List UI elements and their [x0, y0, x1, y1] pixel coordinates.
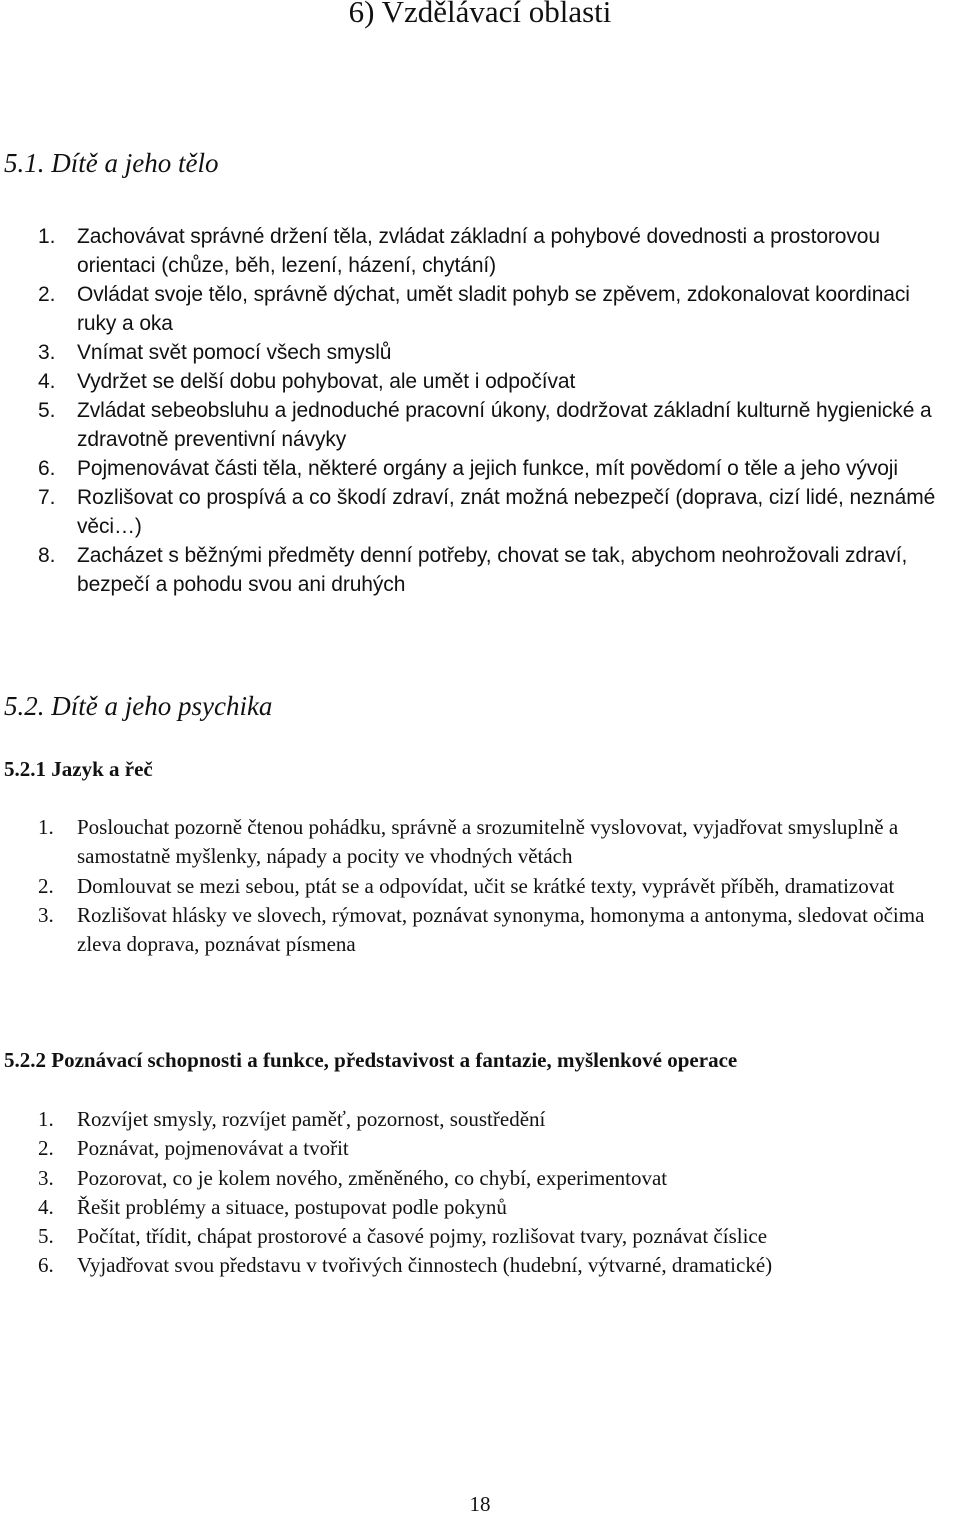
list-item — [0, 901, 960, 960]
list-item-text: Zvládat sebeobsluhu a jednoduché pracovní úkony, dodržovat základní kulturně hygienické a zdravotně preventivní návyky — [77, 399, 932, 451]
list-item — [0, 367, 960, 396]
list-item — [0, 541, 960, 599]
list-item — [0, 280, 960, 338]
page-number: 18 — [469, 1492, 491, 1516]
list-item-number: 5. — [38, 399, 56, 422]
list-item — [0, 1105, 960, 1134]
list-item-text: Rozlišovat co prospívá a co škodí zdraví, znát možná nebezpečí (doprava, cizí lidé, neznámé věci…) — [77, 486, 936, 538]
list-5-1 — [0, 222, 960, 599]
list-item-text: Vydržet se delší dobu pohybovat, ale umět i odpočívat — [77, 370, 576, 393]
list-item-text: Poslouchat pozorně čtenou pohádku, správně a srozumitelně vyslovovat, vyjadřovat smysluplně a samostatně myšlenky, nápady a pocity ve vhodných větách — [77, 815, 899, 869]
list-item-number: 3. — [38, 902, 54, 927]
list-item-text: Rozvíjet smysly, rozvíjet paměť, pozornost, soustředění — [77, 1107, 546, 1131]
list-item — [0, 1164, 960, 1193]
list-item-text: Vyjadřovat svou představu v tvořivých činnostech (hudební, výtvarné, dramatické) — [77, 1253, 773, 1278]
list-item-text: Ovládat svoje tělo, správně dýchat, umět sladit pohyb se zpěvem, zdokonalovat koordinaci ruky a oka — [77, 283, 910, 335]
list-item-number: 1. — [38, 225, 56, 248]
list-item-number: 2. — [38, 873, 54, 898]
list-item-text: Domlouvat se mezi sebou, ptát se a odpovídat, učit se krátké texty, vyprávět příběh, dramatizovat — [77, 873, 895, 898]
list-item — [0, 338, 960, 367]
list-item-number: 6. — [38, 457, 56, 480]
list-item-number: 6. — [38, 1253, 54, 1278]
list-item — [0, 813, 960, 872]
list-item-text: Poznávat, pojmenovávat a tvořit — [77, 1136, 349, 1161]
list-item — [0, 1222, 960, 1251]
list-item-text: Vnímat svět pomocí všech smyslů — [77, 341, 392, 364]
list-item-number: 5. — [38, 1224, 54, 1249]
list-5-2-2 — [0, 1105, 960, 1281]
list-item-number: 3. — [38, 341, 56, 364]
section-heading-5-2-1: 5.2.1 Jazyk a řeč — [4, 757, 153, 781]
list-item — [0, 222, 960, 280]
list-item-text: Pojmenovávat části těla, některé orgány a jejich funkce, mít povědomí o těle a jeho vývoji — [77, 457, 898, 480]
list-item — [0, 454, 960, 483]
list-item-number: 2. — [38, 1136, 54, 1161]
list-item-text: Zachovávat správné držení těla, zvládat základní a pohybové dovednosti a prostorovou orientaci (chůze, běh, lezení, házení, chytání) — [77, 225, 880, 277]
list-item — [0, 872, 960, 901]
list-item-number: 1. — [38, 1107, 54, 1131]
list-5-2-1 — [0, 813, 960, 959]
list-item-text: Pozorovat, co je kolem nového, změněného, co chybí, experimentovat — [77, 1165, 668, 1190]
list-item-text: Rozlišovat hlásky ve slovech, rýmovat, poznávat synonyma, homonyma a antonyma, sledovat očima zleva doprava, poznávat písmena — [77, 902, 925, 957]
section-heading-5-2-2: 5.2.2 Poznávací schopnosti a funkce, představivost a fantazie, myšlenkové operace — [4, 1048, 738, 1072]
list-item-text: Zacházet s běžnými předměty denní potřeby, chovat se tak, abychom neohrožovali zdraví, bezpečí a pohodu svou ani druhých — [77, 544, 908, 596]
section-heading-5-1: 5.1. Dítě a jeho tělo — [4, 148, 219, 178]
list-item-number: 2. — [38, 283, 56, 306]
list-item — [0, 1193, 960, 1222]
list-item — [0, 1251, 960, 1280]
list-item-number: 3. — [38, 1165, 54, 1190]
page-title: 6) Vzdělávací oblasti — [348, 0, 612, 29]
list-item-number: 4. — [38, 370, 56, 393]
list-item-number: 8. — [38, 544, 56, 567]
list-item — [0, 1134, 960, 1163]
list-item-number: 4. — [38, 1194, 54, 1219]
section-heading-5-2: 5.2. Dítě a jeho psychika — [4, 691, 273, 721]
list-item-number: 1. — [38, 815, 54, 839]
list-item — [0, 396, 960, 454]
list-item-text: Řešit problémy a situace, postupovat podle pokynů — [77, 1194, 507, 1219]
list-item — [0, 483, 960, 541]
list-item-text: Počítat, třídit, chápat prostorové a časové pojmy, rozlišovat tvary, poznávat číslice — [77, 1224, 768, 1249]
list-item-number: 7. — [38, 486, 56, 509]
